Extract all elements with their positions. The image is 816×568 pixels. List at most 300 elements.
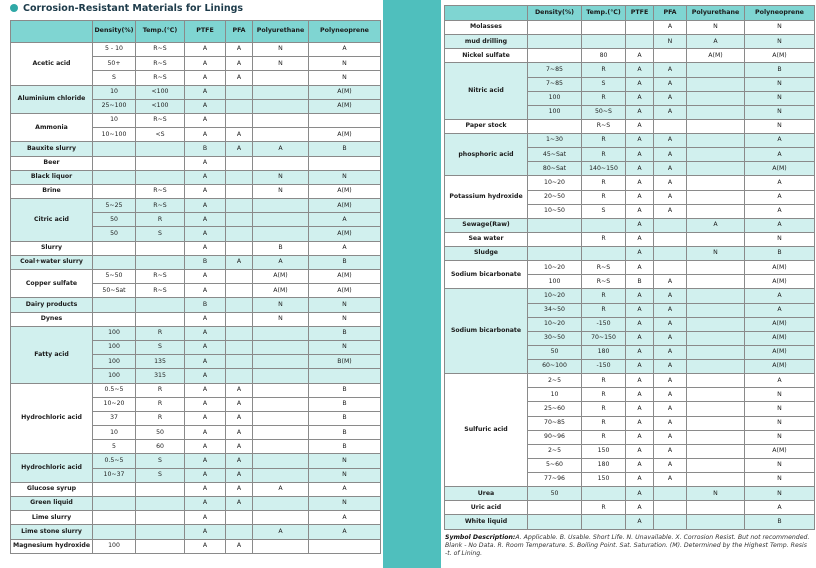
- value-cell: A: [626, 458, 654, 472]
- value-cell: N: [309, 468, 381, 482]
- value-cell: [253, 227, 309, 241]
- value-cell: A: [654, 374, 687, 388]
- value-cell: A: [226, 383, 253, 397]
- value-cell: R~S: [136, 270, 185, 284]
- value-cell: A: [226, 539, 253, 553]
- value-cell: A: [626, 402, 654, 416]
- value-cell: [582, 218, 626, 232]
- value-cell: A(M): [745, 49, 815, 63]
- value-cell: [687, 331, 745, 345]
- value-cell: [136, 525, 185, 539]
- value-cell: A(M): [309, 199, 381, 213]
- value-cell: 180: [582, 458, 626, 472]
- value-cell: A(M): [687, 49, 745, 63]
- value-cell: N: [687, 247, 745, 261]
- value-cell: [654, 501, 687, 515]
- value-cell: N: [745, 105, 815, 119]
- value-cell: N: [253, 57, 309, 71]
- value-cell: 50: [528, 345, 582, 359]
- value-cell: A: [185, 340, 226, 354]
- value-cell: [687, 303, 745, 317]
- column-header: PTFE: [626, 6, 654, 21]
- table-row: [445, 119, 815, 133]
- column-header: Polyneoprene: [309, 21, 381, 43]
- value-cell: [687, 162, 745, 176]
- value-cell: [687, 105, 745, 119]
- value-cell: R: [582, 416, 626, 430]
- value-cell: R: [582, 63, 626, 77]
- value-cell: [226, 199, 253, 213]
- value-cell: 0.5~5: [93, 454, 136, 468]
- value-cell: R: [582, 402, 626, 416]
- value-cell: [136, 156, 185, 170]
- table-row: [11, 156, 381, 170]
- value-cell: A: [745, 134, 815, 148]
- material-name: Urea: [445, 487, 528, 501]
- value-cell: [226, 213, 253, 227]
- value-cell: A: [654, 458, 687, 472]
- value-cell: N: [309, 170, 381, 184]
- value-cell: [226, 340, 253, 354]
- value-cell: 150: [582, 473, 626, 487]
- value-cell: [253, 128, 309, 142]
- value-cell: A: [654, 162, 687, 176]
- table-row: [445, 35, 815, 49]
- value-cell: A: [745, 148, 815, 162]
- symbol-legend: [445, 534, 811, 559]
- value-cell: A: [654, 317, 687, 331]
- material-name: Ammonia: [11, 113, 93, 141]
- value-cell: 10~20: [528, 317, 582, 331]
- value-cell: [226, 270, 253, 284]
- value-cell: [226, 298, 253, 312]
- value-cell: [226, 284, 253, 298]
- value-cell: A(M): [745, 275, 815, 289]
- value-cell: R~S: [136, 284, 185, 298]
- value-cell: A(M): [309, 184, 381, 198]
- value-cell: A: [745, 218, 815, 232]
- value-cell: A: [626, 218, 654, 232]
- value-cell: 100: [528, 105, 582, 119]
- value-cell: [226, 369, 253, 383]
- value-cell: A(M): [745, 261, 815, 275]
- material-name: Fatty acid: [11, 326, 93, 383]
- value-cell: B: [253, 241, 309, 255]
- material-name: Citric acid: [11, 199, 93, 242]
- value-cell: 30~50: [528, 331, 582, 345]
- value-cell: A: [185, 71, 226, 85]
- table-row: [445, 21, 815, 35]
- value-cell: A: [185, 383, 226, 397]
- value-cell: [582, 247, 626, 261]
- value-cell: A: [626, 232, 654, 246]
- value-cell: A: [626, 331, 654, 345]
- value-cell: [582, 515, 626, 529]
- value-cell: A: [226, 454, 253, 468]
- value-cell: A: [626, 176, 654, 190]
- value-cell: A: [626, 134, 654, 148]
- value-cell: N: [253, 312, 309, 326]
- value-cell: R: [582, 388, 626, 402]
- value-cell: A: [745, 303, 815, 317]
- value-cell: [528, 218, 582, 232]
- value-cell: A: [626, 91, 654, 105]
- value-cell: A: [185, 57, 226, 71]
- value-cell: B: [309, 440, 381, 454]
- value-cell: [687, 275, 745, 289]
- value-cell: [226, 170, 253, 184]
- value-cell: N: [309, 454, 381, 468]
- value-cell: [93, 184, 136, 198]
- value-cell: [226, 312, 253, 326]
- value-cell: A: [253, 142, 309, 156]
- value-cell: 10~20: [528, 176, 582, 190]
- value-cell: [253, 539, 309, 553]
- table-row: [11, 298, 381, 312]
- value-cell: A: [626, 374, 654, 388]
- value-cell: A: [654, 77, 687, 91]
- column-header: PFA: [226, 21, 253, 43]
- value-cell: [687, 232, 745, 246]
- value-cell: 7~85: [528, 77, 582, 91]
- value-cell: 45~Sat: [528, 148, 582, 162]
- value-cell: [226, 355, 253, 369]
- material-name: Nickel sulfate: [445, 49, 528, 63]
- value-cell: [253, 426, 309, 440]
- value-cell: R~S: [136, 113, 185, 127]
- value-cell: A: [185, 199, 226, 213]
- material-name: Dynes: [11, 312, 93, 326]
- value-cell: B(M): [309, 355, 381, 369]
- value-cell: 50: [93, 227, 136, 241]
- table-row: [11, 170, 381, 184]
- value-cell: [93, 525, 136, 539]
- value-cell: [226, 184, 253, 198]
- value-cell: [93, 241, 136, 255]
- value-cell: [687, 204, 745, 218]
- material-name: Brine: [11, 184, 93, 198]
- table-row: [11, 85, 381, 99]
- value-cell: [654, 49, 687, 63]
- value-cell: A: [626, 487, 654, 501]
- table-header-row: [445, 6, 815, 21]
- value-cell: 10~20: [93, 397, 136, 411]
- value-cell: A: [185, 43, 226, 57]
- value-cell: [136, 482, 185, 496]
- value-cell: 150: [582, 444, 626, 458]
- value-cell: 180: [582, 345, 626, 359]
- value-cell: A(M): [309, 128, 381, 142]
- value-cell: 1~30: [528, 134, 582, 148]
- value-cell: [136, 539, 185, 553]
- value-cell: [687, 63, 745, 77]
- value-cell: [654, 232, 687, 246]
- value-cell: A: [654, 148, 687, 162]
- value-cell: A: [185, 184, 226, 198]
- value-cell: A: [654, 134, 687, 148]
- value-cell: [687, 91, 745, 105]
- value-cell: 50~S: [582, 105, 626, 119]
- value-cell: A: [626, 473, 654, 487]
- value-cell: N: [745, 388, 815, 402]
- value-cell: R: [582, 374, 626, 388]
- value-cell: A: [626, 388, 654, 402]
- value-cell: B: [745, 63, 815, 77]
- value-cell: B: [185, 142, 226, 156]
- table-row: [445, 374, 815, 388]
- value-cell: 60~100: [528, 360, 582, 374]
- material-name: Glucose syrup: [11, 482, 93, 496]
- value-cell: [93, 511, 136, 525]
- value-cell: A: [226, 440, 253, 454]
- value-cell: S: [136, 468, 185, 482]
- value-cell: 50: [528, 487, 582, 501]
- value-cell: A: [654, 473, 687, 487]
- value-cell: A(M): [745, 444, 815, 458]
- value-cell: A: [185, 170, 226, 184]
- value-cell: A: [185, 468, 226, 482]
- value-cell: [687, 501, 745, 515]
- value-cell: N: [745, 91, 815, 105]
- value-cell: A: [654, 345, 687, 359]
- value-cell: 50+: [93, 57, 136, 71]
- value-cell: A: [309, 511, 381, 525]
- table-row: [11, 255, 381, 269]
- value-cell: A: [626, 345, 654, 359]
- value-cell: N: [309, 71, 381, 85]
- value-cell: N: [309, 57, 381, 71]
- value-cell: [654, 119, 687, 133]
- value-cell: 100: [93, 369, 136, 383]
- value-cell: R~S: [136, 71, 185, 85]
- table-row: [11, 43, 381, 57]
- material-name: Lime stone slurry: [11, 525, 93, 539]
- table-row: [445, 289, 815, 303]
- value-cell: A: [226, 128, 253, 142]
- value-cell: [226, 525, 253, 539]
- value-cell: A(M): [253, 284, 309, 298]
- value-cell: 0.5~5: [93, 383, 136, 397]
- value-cell: [93, 156, 136, 170]
- value-cell: [528, 119, 582, 133]
- table-body: [445, 21, 815, 530]
- value-cell: A: [687, 35, 745, 49]
- value-cell: 100: [528, 275, 582, 289]
- value-cell: A: [185, 99, 226, 113]
- value-cell: A: [226, 411, 253, 425]
- value-cell: R: [136, 213, 185, 227]
- material-name: Molasses: [445, 21, 528, 35]
- value-cell: B: [309, 397, 381, 411]
- value-cell: [136, 142, 185, 156]
- value-cell: A: [745, 289, 815, 303]
- material-name: Lime slurry: [11, 511, 93, 525]
- value-cell: A: [185, 397, 226, 411]
- value-cell: A: [309, 241, 381, 255]
- table-row: [11, 511, 381, 525]
- material-name: Beer: [11, 156, 93, 170]
- value-cell: A: [226, 482, 253, 496]
- value-cell: 50: [93, 213, 136, 227]
- value-cell: [687, 430, 745, 444]
- value-cell: A: [626, 444, 654, 458]
- value-cell: [582, 487, 626, 501]
- value-cell: A: [185, 355, 226, 369]
- value-cell: R: [136, 411, 185, 425]
- value-cell: A: [185, 227, 226, 241]
- value-cell: S: [582, 204, 626, 218]
- value-cell: A: [185, 85, 226, 99]
- value-cell: A: [185, 312, 226, 326]
- value-cell: S: [136, 227, 185, 241]
- value-cell: [654, 247, 687, 261]
- table-row: [445, 247, 815, 261]
- value-cell: [687, 176, 745, 190]
- value-cell: A(M): [745, 317, 815, 331]
- legend-label: Symbol Description:: [445, 534, 516, 541]
- material-name: Slurry: [11, 241, 93, 255]
- value-cell: A: [185, 326, 226, 340]
- value-cell: 2~5: [528, 444, 582, 458]
- value-cell: [687, 416, 745, 430]
- value-cell: 50~Sat: [93, 284, 136, 298]
- table-row: [445, 63, 815, 77]
- value-cell: [687, 360, 745, 374]
- value-cell: A: [626, 501, 654, 515]
- value-cell: 2~5: [528, 374, 582, 388]
- value-cell: A: [654, 444, 687, 458]
- value-cell: [309, 369, 381, 383]
- value-cell: [687, 388, 745, 402]
- value-cell: A: [626, 77, 654, 91]
- value-cell: [687, 473, 745, 487]
- value-cell: 80: [582, 49, 626, 63]
- value-cell: [654, 515, 687, 529]
- value-cell: <S: [136, 128, 185, 142]
- value-cell: 5~50: [93, 270, 136, 284]
- value-cell: A(M): [309, 227, 381, 241]
- value-cell: N: [309, 497, 381, 511]
- value-cell: 10~100: [93, 128, 136, 142]
- value-cell: [253, 213, 309, 227]
- value-cell: B: [745, 247, 815, 261]
- value-cell: 25~100: [93, 99, 136, 113]
- value-cell: R~S: [582, 261, 626, 275]
- value-cell: A: [226, 397, 253, 411]
- value-cell: [253, 199, 309, 213]
- material-name: Coal+water slurry: [11, 255, 93, 269]
- material-name: Bauxite slurry: [11, 142, 93, 156]
- value-cell: A: [185, 454, 226, 468]
- value-cell: A: [654, 190, 687, 204]
- value-cell: A: [626, 247, 654, 261]
- value-cell: A: [687, 218, 745, 232]
- value-cell: A: [185, 128, 226, 142]
- value-cell: B: [626, 275, 654, 289]
- material-name: Sea water: [445, 232, 528, 246]
- value-cell: A: [654, 91, 687, 105]
- value-cell: A: [626, 261, 654, 275]
- value-cell: A: [309, 213, 381, 227]
- value-cell: A: [654, 105, 687, 119]
- value-cell: [253, 85, 309, 99]
- value-cell: A: [185, 440, 226, 454]
- value-cell: 100: [93, 340, 136, 354]
- material-name: Sodium bicarbonate: [445, 261, 528, 289]
- value-cell: A: [626, 148, 654, 162]
- value-cell: [309, 156, 381, 170]
- value-cell: [626, 21, 654, 35]
- value-cell: A: [185, 525, 226, 539]
- value-cell: N: [745, 430, 815, 444]
- column-header: PTFE: [185, 21, 226, 43]
- value-cell: A: [745, 501, 815, 515]
- value-cell: A: [654, 21, 687, 35]
- right-materials-table: [444, 5, 815, 530]
- value-cell: A: [226, 43, 253, 57]
- value-cell: R~S: [136, 184, 185, 198]
- value-cell: N: [745, 416, 815, 430]
- value-cell: [528, 232, 582, 246]
- material-name: Green liquid: [11, 497, 93, 511]
- value-cell: R: [582, 232, 626, 246]
- value-cell: [136, 170, 185, 184]
- value-cell: 10~50: [528, 204, 582, 218]
- value-cell: 37: [93, 411, 136, 425]
- value-cell: 70~85: [528, 416, 582, 430]
- value-cell: [654, 487, 687, 501]
- value-cell: [687, 374, 745, 388]
- legend-text: A. Applicable. B. Usable. Short Life. N. Unavailable. X. Corrosion Resist. But not recommended. Blank - No Data. R. Room Temperature. S. Boiling Point. Sat. Saturation. (M). Determined by the Highest Temp. Resis -t. of Lining.: [445, 534, 810, 558]
- value-cell: [136, 511, 185, 525]
- value-cell: N: [745, 458, 815, 472]
- value-cell: S: [136, 454, 185, 468]
- value-cell: B: [309, 142, 381, 156]
- value-cell: R: [582, 303, 626, 317]
- value-cell: [528, 35, 582, 49]
- value-cell: [93, 298, 136, 312]
- value-cell: [687, 148, 745, 162]
- value-cell: A: [654, 176, 687, 190]
- value-cell: A: [185, 241, 226, 255]
- table-row: [11, 454, 381, 468]
- header-blank-cell: [445, 6, 528, 21]
- table-row: [445, 49, 815, 63]
- column-header: PFA: [654, 6, 687, 21]
- table-row: [11, 539, 381, 553]
- value-cell: 7~85: [528, 63, 582, 77]
- value-cell: A(M): [745, 360, 815, 374]
- value-cell: N: [309, 340, 381, 354]
- value-cell: A: [226, 142, 253, 156]
- material-name: mud drilling: [445, 35, 528, 49]
- value-cell: [93, 142, 136, 156]
- value-cell: B: [309, 326, 381, 340]
- value-cell: A: [185, 284, 226, 298]
- column-header: Temp.(℃): [582, 6, 626, 21]
- value-cell: A: [745, 176, 815, 190]
- material-name: Sludge: [445, 247, 528, 261]
- value-cell: R: [582, 176, 626, 190]
- material-name: Sodium bicarbonate: [445, 289, 528, 374]
- value-cell: A(M): [309, 99, 381, 113]
- column-header: Polyurethane: [253, 21, 309, 43]
- value-cell: [253, 511, 309, 525]
- value-cell: B: [309, 411, 381, 425]
- value-cell: A: [226, 497, 253, 511]
- material-name: Hydrochloric acid: [11, 454, 93, 482]
- value-cell: [253, 454, 309, 468]
